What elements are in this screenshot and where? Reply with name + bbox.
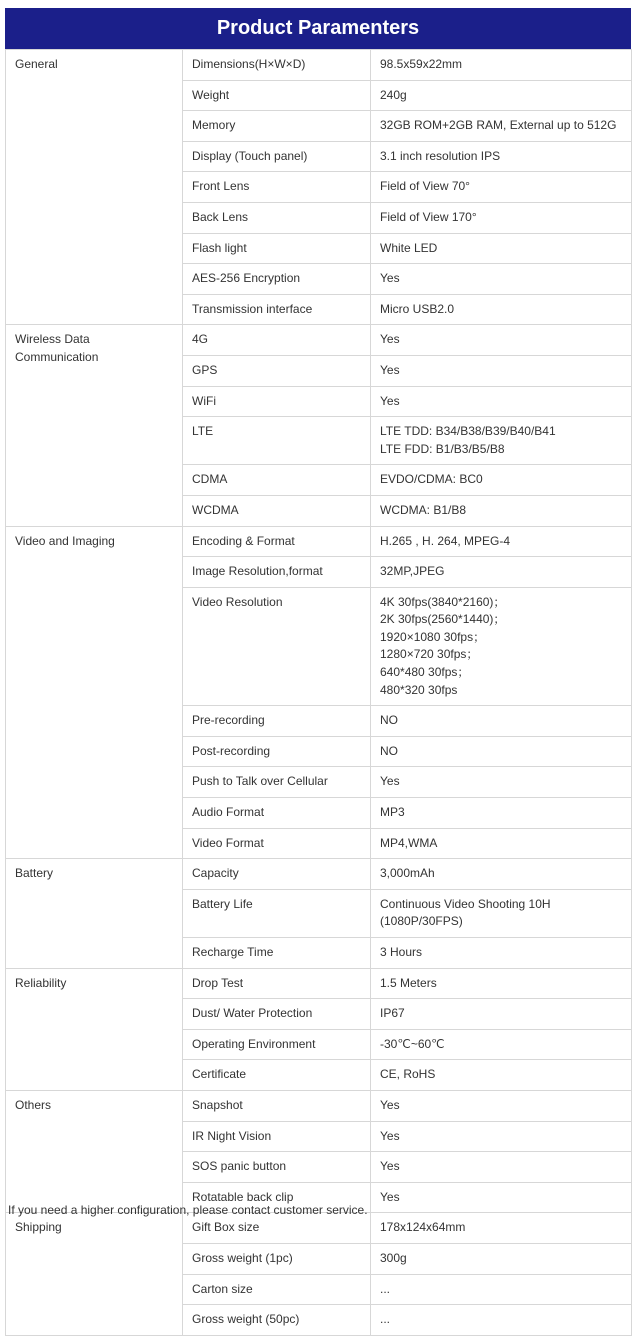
value-line: 240g [380, 87, 407, 102]
parameter-value-cell [371, 50, 632, 81]
value-line: 32MP,JPEG [380, 564, 445, 579]
parameter-label-cell: 4G [183, 325, 371, 356]
parameter-label-cell: Image Resolution,format [183, 557, 371, 588]
parameter-label-cell: Battery Life [183, 889, 371, 937]
group-name-cell: Reliability [6, 968, 183, 1090]
value-line: Yes [380, 1159, 400, 1174]
value-line: ... [380, 1312, 391, 1327]
parameter-value-cell [371, 526, 632, 557]
parameter-label-cell: Front Lens [183, 172, 371, 203]
parameter-label-cell: Rotatable back clip [183, 1182, 371, 1213]
parameter-label-cell: Gross weight (1pc) [183, 1243, 371, 1274]
value-line: Yes [380, 332, 400, 347]
parameter-value-cell [371, 999, 632, 1030]
parameter-label-cell: Snapshot [183, 1090, 371, 1121]
parameter-value-cell [371, 1029, 632, 1060]
parameter-value-cell [371, 1274, 632, 1305]
parameter-label-cell: Transmission interface [183, 294, 371, 325]
value-line: EVDO/CDMA: BC0 [380, 472, 483, 487]
parameter-value-cell [371, 294, 632, 325]
group-name-cell: Video and Imaging [6, 526, 183, 859]
parameter-label-cell: Gross weight (50pc) [183, 1305, 371, 1336]
parameter-label-cell: Pre-recording [183, 706, 371, 737]
parameter-label-cell: Dimensions(H×W×D) [183, 50, 371, 81]
value-line: 3.1 inch resolution IPS [380, 148, 501, 163]
parameter-label-cell: Recharge Time [183, 938, 371, 969]
value-line: H.265 , H. 264, MPEG-4 [380, 533, 511, 548]
parameter-value-cell [371, 828, 632, 859]
parameter-label-cell: Memory [183, 111, 371, 142]
parameter-value-cell [371, 1182, 632, 1213]
parameter-value-cell [371, 111, 632, 142]
value-line: 98.5x59x22mm [380, 57, 463, 71]
value-line: MP4,WMA [380, 835, 438, 850]
parameter-value-cell [371, 1243, 632, 1274]
parameter-label-cell: GPS [183, 355, 371, 386]
parameter-label-cell: Weight [183, 80, 371, 111]
parameter-label-cell: Flash light [183, 233, 371, 264]
parameter-value-cell [371, 798, 632, 829]
value-line: Field of View 170° [380, 209, 477, 224]
parameter-value-cell [371, 80, 632, 111]
value-line: Yes [380, 774, 400, 789]
value-line: NO [380, 743, 398, 758]
parameter-label-cell: Post-recording [183, 736, 371, 767]
value-line: 640*480 30fps； [380, 665, 470, 680]
value-line: Yes [380, 1128, 400, 1143]
value-line: 480*320 30fps [380, 682, 458, 697]
parameter-value-cell [371, 587, 632, 706]
value-line: Yes [380, 1097, 400, 1112]
value-line: MP3 [380, 805, 405, 820]
value-line: 300g [380, 1250, 407, 1265]
parameter-value-cell [371, 968, 632, 999]
value-line: White LED [380, 240, 438, 255]
parameter-label-cell: Audio Format [183, 798, 371, 829]
parameter-value-cell [371, 1305, 632, 1336]
parameter-value-cell [371, 736, 632, 767]
table-row [6, 859, 632, 890]
parameter-value-cell [371, 767, 632, 798]
table-row [6, 325, 632, 356]
parameter-label-cell: Capacity [183, 859, 371, 890]
product-parameters-table [5, 49, 632, 1336]
parameter-label-cell: Display (Touch panel) [183, 141, 371, 172]
value-line: 3 Hours [380, 945, 423, 959]
page-title: Product Paramenters [5, 8, 631, 49]
parameter-value-cell [371, 264, 632, 295]
value-line: CE, RoHS [380, 1067, 436, 1082]
value-line: LTE FDD: B1/B3/B5/B8 [380, 441, 505, 456]
value-line: Field of View 70° [380, 179, 470, 194]
value-line: 3,000mAh [380, 866, 435, 881]
parameter-label-cell: Push to Talk over Cellular [183, 767, 371, 798]
group-name-cell: Battery [6, 859, 183, 968]
value-line: Micro USB2.0 [380, 301, 455, 316]
parameter-value-cell [371, 1060, 632, 1091]
parameter-value-cell [371, 706, 632, 737]
group-name-cell: Wireless Data Communication [6, 325, 183, 526]
parameter-value-cell [371, 325, 632, 356]
parameter-value-cell [371, 386, 632, 417]
parameter-value-cell [371, 417, 632, 465]
parameter-label-cell: CDMA [183, 465, 371, 496]
parameter-label-cell: SOS panic button [183, 1152, 371, 1183]
value-line: LTE TDD: B34/B38/B39/B40/B41 [380, 424, 556, 439]
table-row [6, 50, 632, 81]
value-line: 32GB ROM+2GB RAM, External up to 512G [380, 118, 617, 133]
parameter-label-cell: Certificate [183, 1060, 371, 1091]
parameter-label-cell: Drop Test [183, 968, 371, 999]
parameter-label-cell: Video Resolution [183, 587, 371, 706]
parameter-value-cell [371, 355, 632, 386]
parameter-label-cell: Back Lens [183, 202, 371, 233]
table-row [6, 526, 632, 557]
value-line: WCDMA: B1/B8 [380, 502, 467, 517]
value-line: Yes [380, 271, 400, 286]
parameter-label-cell: Video Format [183, 828, 371, 859]
parameter-value-cell [371, 557, 632, 588]
value-line: -30℃~60℃ [380, 1036, 445, 1051]
value-line: Yes [380, 1189, 400, 1204]
parameter-value-cell [371, 859, 632, 890]
value-line: 1920×1080 30fps； [380, 629, 486, 644]
value-line: Continuous Video Shooting 10H [380, 896, 551, 911]
parameter-value-cell [371, 495, 632, 526]
table-row [6, 968, 632, 999]
parameter-label-cell: IR Night Vision [183, 1121, 371, 1152]
value-line: Yes [380, 393, 400, 408]
value-line: (1080P/30FPS) [380, 914, 463, 929]
parameter-label-cell: Dust/ Water Protection [183, 999, 371, 1030]
parameter-value-cell [371, 1121, 632, 1152]
parameter-label-cell: Carton size [183, 1274, 371, 1305]
value-line: IP67 [380, 1006, 405, 1021]
parameter-value-cell [371, 1152, 632, 1183]
spec-table-body [6, 50, 632, 1336]
parameter-value-cell [371, 1090, 632, 1121]
parameter-label-cell: LTE [183, 417, 371, 465]
value-line: ... [380, 1281, 391, 1296]
parameter-value-cell [371, 141, 632, 172]
value-line: 1280×720 30fps； [380, 647, 479, 662]
parameter-label-cell: Encoding & Format [183, 526, 371, 557]
parameter-label-cell: Gift Box size [183, 1213, 371, 1244]
group-name-cell: Shipping [6, 1213, 183, 1335]
footer-note: If you need a higher configuration, please contact customer service. [8, 1203, 368, 1217]
parameter-value-cell [371, 172, 632, 203]
table-row [6, 1090, 632, 1121]
parameter-label-cell: WCDMA [183, 495, 371, 526]
parameter-value-cell [371, 202, 632, 233]
value-line: 178x124x64mm [380, 1220, 466, 1235]
parameter-label-cell: AES-256 Encryption [183, 264, 371, 295]
parameter-value-cell [371, 938, 632, 969]
parameter-value-cell [371, 1213, 632, 1244]
value-line: 2K 30fps(2560*1440)； [380, 612, 506, 627]
parameter-label-cell: Operating Environment [183, 1029, 371, 1060]
parameter-value-cell [371, 465, 632, 496]
value-line: 4K 30fps(3840*2160)； [380, 594, 506, 609]
parameter-value-cell [371, 889, 632, 937]
value-line: 1.5 Meters [380, 975, 437, 990]
group-name-cell: General [6, 50, 183, 325]
table-row [6, 1213, 632, 1244]
group-name-cell: Others [6, 1090, 183, 1212]
value-line: Yes [380, 362, 400, 377]
parameter-value-cell [371, 233, 632, 264]
parameter-label-cell: WiFi [183, 386, 371, 417]
value-line: NO [380, 713, 398, 728]
